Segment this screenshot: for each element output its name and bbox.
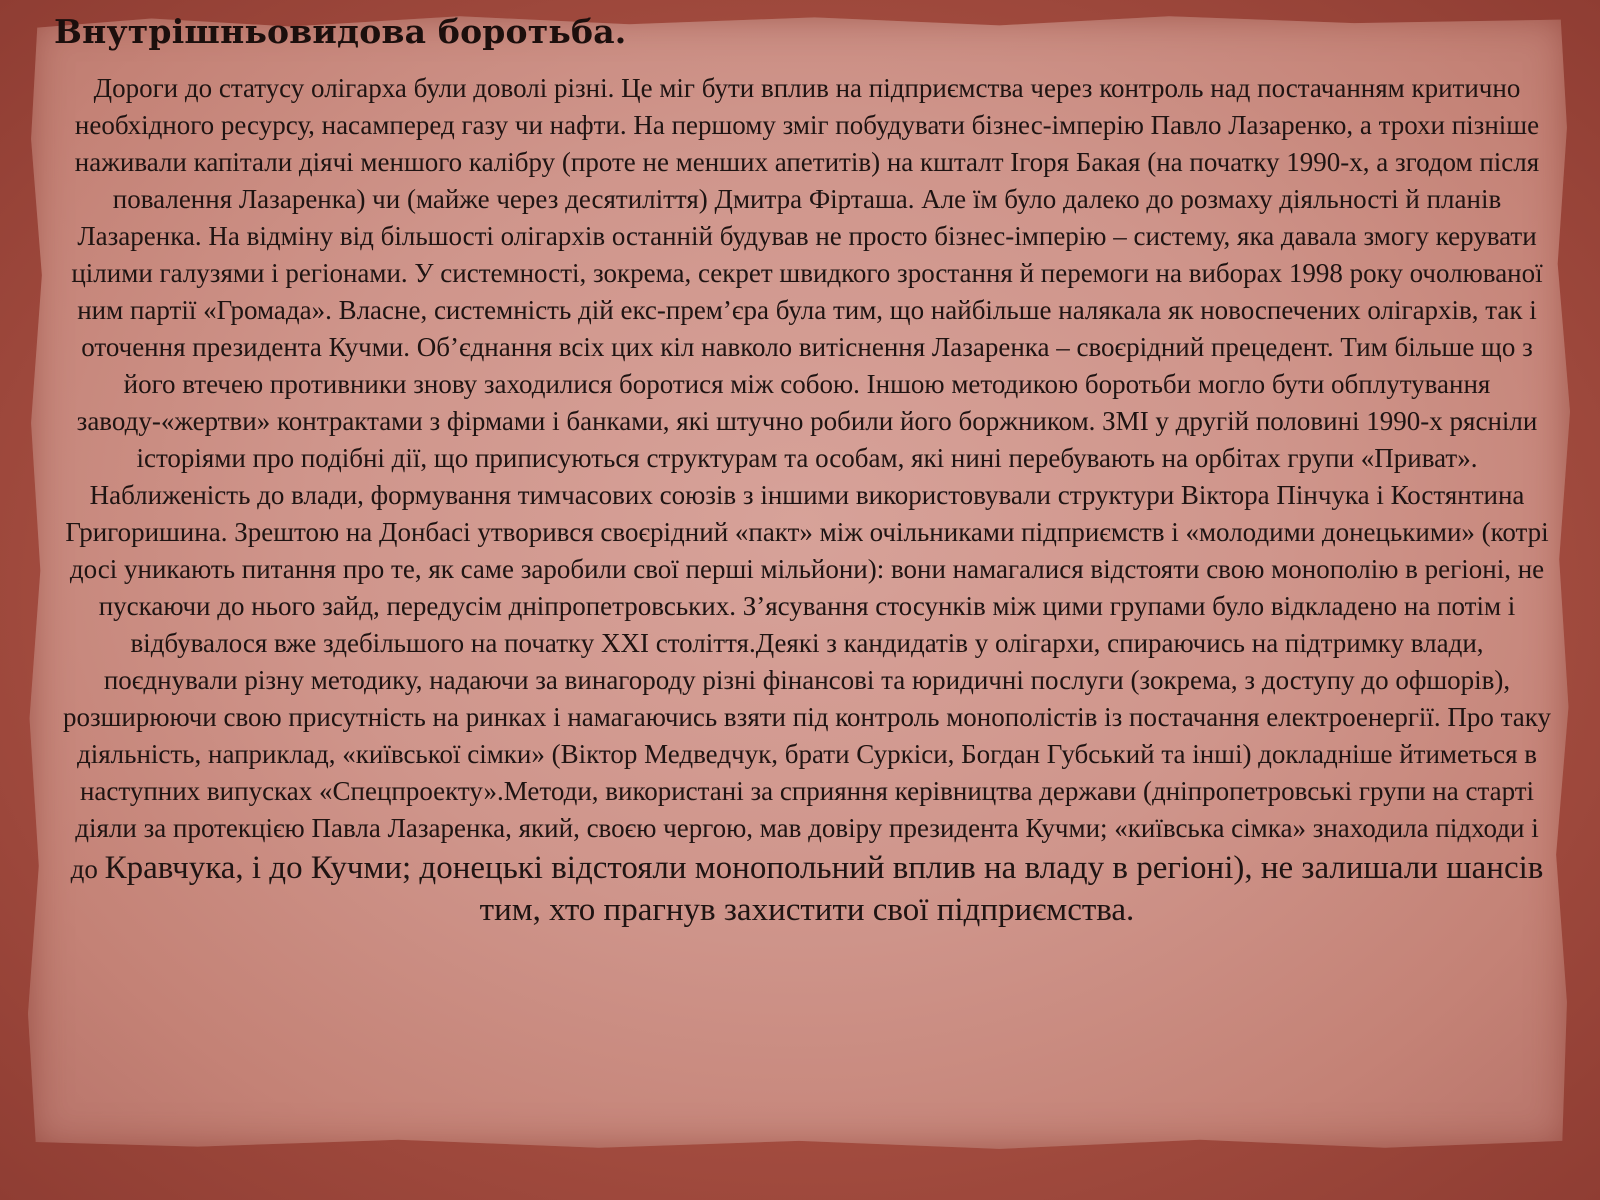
slide-body-text xyxy=(62,70,1552,931)
body-paragraph: Дороги до статусу олігарха були доволі різні. Це міг бути вплив на підприємства через контроль над постачанням критично необхідного ресурсу, насамперед газу чи нафти. На першому зміг побудувати бізнес-імперію Павло Лазаренко, а трохи пізніше наживали капітали діячі меншого калібру (проте не менших апетитів) на кшталт Ігоря Бакая (на початку 1990-х, а згодом після повалення Лазаренка) чи (майже через десятиліття) Дмитра Фірташа. Але їм було далеко до розмаху діяльності й планів Лазаренка. На відміну від більшості олігархів останній будував не просто бізнес-імперію – систему, яка давала змогу керувати цілими галузями і регіонами. У системності, зокрема, секрет швидкого зростання й перемоги на виборах 1998 року очолюваної ним партії «Громада». Власне, системність дій екс-прем’єра була тим, що найбільше налякала як новоспечених олігархів, так і оточення президента Кучми. Об’єднання всіх цих кіл навколо витіснення Лазаренка – своєрідний прецедент. Тим більше що з його втечею противники знову заходилися боротися між собою. Іншою методикою боротьби могло бути обплутування заводу-«жертви» контрактами з фірмами і банками, які штучно робили його боржником. ЗМІ у другій половині 1990-х рясніли історіями про подібні дії, що приписуються структурам та особам, які нині перебувають на орбітах групи «Приват». Наближеність до влади, формування тимчасових союзів з іншими використовували структури Віктора Пінчука і Костянтина Григоришина. Зрештою на Донбасі утворився своєрідний «пакт» між очільниками підприємств і «молодими донецькими» (котрі досі уникають питання про те, як саме заробили свої перші мільйони): вони намагалися відстояти свою монополію в регіоні, не пускаючи до нього зайд, передусім дніпропетровських. З’ясування стосунків між цими групами було відкладено на потім і відбувалося вже здебільшого на початку XXI століття.Деякі з кандидатів у олігархи, спираючись на підтримку влади, поєднували різну методику, надаючи за винагороду різні фінансові та юридичні послуги (зокрема, з доступу до офшорів), розширюючи свою присутність на ринках і намагаючись взяти під контроль монополістів із постачання електроенергії. Про таку діяльність, наприклад, «київської сімки» (Віктор Медведчук, брати Суркіси, Богдан Губський та інші) докладніше йтиметься в наступних випусках «Спецпроекту».Методи, використані за сприяння керівництва держави (дніпропетровські групи на старті діяли за протекцією Павла Лазаренка, який, своєю чергою, мав довіру президента Кучми; «київська сімка» знаходила підходи і до xyxy=(62,73,1552,884)
body-paragraph-tail: Кравчука, і до Кучми; донецькі відстояли монопольний вплив на владу в регіоні), не залишали шансів тим, хто прагнув захистити свої підприємства. xyxy=(104,850,1544,928)
slide-title: Внутрішньовидова боротьба. xyxy=(54,12,627,51)
